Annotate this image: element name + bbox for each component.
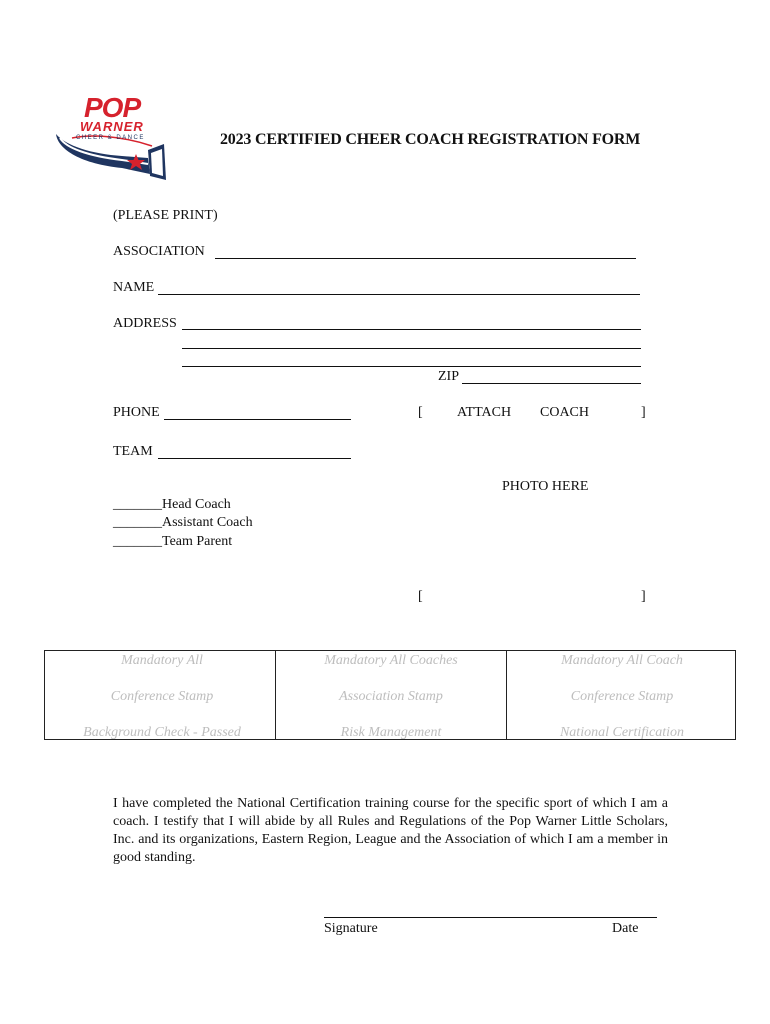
- address-label: ADDRESS: [113, 316, 177, 331]
- role-assistant-coach[interactable]: [113, 515, 253, 531]
- role-label: Head Coach: [162, 497, 231, 512]
- stamp-cell: Conference Stamp: [110, 689, 214, 704]
- stamp-cell: Risk Management: [340, 725, 442, 740]
- page-title: 2023 CERTIFIED CHEER COACH REGISTRATION FORM: [220, 131, 641, 148]
- stamp-table: [44, 650, 736, 740]
- address-field-line-3[interactable]: [182, 366, 641, 367]
- photo-bracket-close-bottom: ]: [641, 589, 646, 604]
- zip-label: ZIP: [438, 369, 459, 384]
- date-label: Date: [612, 921, 639, 936]
- address-field-line-2[interactable]: [182, 348, 641, 349]
- pop-warner-logo: [52, 94, 170, 184]
- zip-field[interactable]: [462, 383, 641, 384]
- role-head-coach[interactable]: [113, 497, 231, 513]
- role-blank: _______: [113, 497, 162, 512]
- logo-tagline: CHEER & DANCE: [76, 135, 145, 141]
- stamp-table-divider: [506, 651, 507, 739]
- role-team-parent[interactable]: [113, 534, 232, 550]
- stamp-cell: National Certification: [559, 725, 685, 740]
- team-field[interactable]: [158, 458, 351, 459]
- stamp-cell: Background Check - Passed: [83, 725, 241, 740]
- address-field-line-1[interactable]: [182, 329, 641, 330]
- team-label: TEAM: [113, 444, 153, 459]
- signature-line[interactable]: [324, 917, 657, 918]
- name-label: NAME: [113, 280, 155, 295]
- stamp-cell: Mandatory All Coach: [561, 653, 683, 668]
- role-label: Assistant Coach: [162, 515, 253, 530]
- stamp-cell: Mandatory All Coaches: [324, 653, 458, 668]
- photo-bracket-open-bottom: [: [418, 589, 423, 604]
- please-print-note: (PLEASE PRINT): [113, 208, 218, 223]
- phone-field[interactable]: [164, 419, 351, 420]
- role-blank: ______: [113, 534, 155, 549]
- role-blank: _______: [113, 515, 162, 530]
- stamp-cell: Conference Stamp: [570, 689, 674, 704]
- stamp-cell: Association Stamp: [339, 689, 443, 704]
- certification-statement: I have completed the National Certification training course for the specific sport of which I am a coach. I testify that I will abide by all Rules and Regulations of the Pop Warner Little Scholars, Inc. and its organizations, Eastern Region, League and the Association of which I am a member in good standing.: [113, 796, 668, 865]
- photo-here-text: PHOTO HERE: [502, 479, 589, 494]
- phone-label: PHONE: [113, 405, 160, 420]
- photo-bracket-open-top: [: [418, 405, 423, 420]
- logo-text-warner: WARNER: [80, 119, 144, 134]
- signature-label: Signature: [324, 921, 378, 936]
- photo-coach-text: COACH: [540, 405, 590, 420]
- stamp-table-divider: [275, 651, 276, 739]
- association-label: ASSOCIATION: [113, 244, 205, 259]
- stamp-cell: Mandatory All: [121, 653, 203, 668]
- photo-attach-text: ATTACH: [457, 405, 512, 420]
- association-field[interactable]: [215, 258, 636, 259]
- name-field[interactable]: [158, 294, 640, 295]
- role-label: _Team Parent: [155, 534, 233, 549]
- logo-text-pop: POP: [84, 92, 141, 123]
- photo-bracket-close-top: ]: [641, 405, 646, 420]
